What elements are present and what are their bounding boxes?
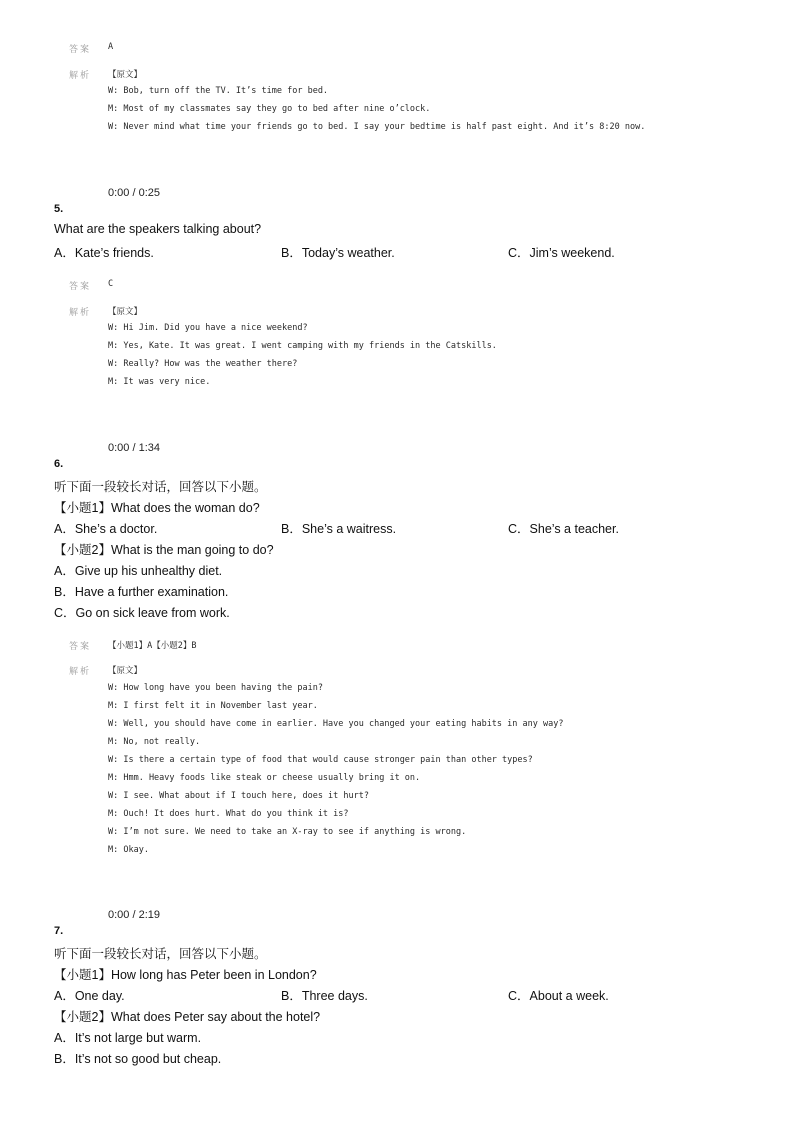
- option-a[interactable]: A．It’s not large but warm.: [54, 1031, 202, 1045]
- answer-value: A: [108, 42, 114, 52]
- option-b[interactable]: B．Three days.: [281, 989, 368, 1003]
- transcript-line: W: Bob, turn off the TV. It’s time for bed.: [108, 86, 329, 96]
- option-c[interactable]: C．She’s a teacher.: [508, 522, 619, 536]
- original-text-label: 【原文】: [108, 307, 143, 317]
- transcript-line: W: Well, you should have come in earlier. Have you changed your eating habits in any way?: [108, 719, 564, 729]
- question-intro: 听下面一段较长对话，回答以下小题。: [54, 947, 267, 961]
- answer-value: C: [108, 279, 114, 289]
- option-a[interactable]: A．One day.: [54, 989, 125, 1003]
- option-c[interactable]: C．About a week.: [508, 989, 609, 1003]
- transcript-line: M: Ouch! It does hurt. What do you think it is?: [108, 809, 349, 819]
- audio-time[interactable]: 0:00 / 0:25: [108, 187, 160, 199]
- question-number: 5.: [54, 203, 64, 215]
- analysis-label: 解析: [69, 667, 92, 677]
- question-text: What are the speakers talking about?: [54, 222, 262, 236]
- transcript-line: W: I see. What about if I touch here, does it hurt?: [108, 791, 369, 801]
- transcript-line: M: It was very nice.: [108, 377, 211, 387]
- option-a[interactable]: A．She’s a doctor.: [54, 522, 158, 536]
- sub-question-2: 【小题2】What is the man going to do?: [54, 543, 274, 557]
- option-a[interactable]: A．Give up his unhealthy diet.: [54, 564, 223, 578]
- transcript-line: M: Hmm. Heavy foods like steak or cheese usually bring it on.: [108, 773, 421, 783]
- transcript-line: W: Hi Jim. Did you have a nice weekend?: [108, 323, 308, 333]
- option-b[interactable]: B．Today’s weather.: [281, 246, 395, 260]
- transcript-line: M: Yes, Kate. It was great. I went camping with my friends in the Catskills.: [108, 341, 497, 351]
- option-a[interactable]: A．Kate’s friends.: [54, 246, 154, 260]
- question-intro: 听下面一段较长对话，回答以下小题。: [54, 480, 267, 494]
- transcript-line: M: Okay.: [108, 845, 149, 855]
- answer-label: 答案: [69, 642, 92, 652]
- analysis-label: 解析: [69, 71, 92, 81]
- answer-label: 答案: [69, 282, 92, 292]
- transcript-line: W: Never mind what time your friends go to bed. I say your bedtime is half past eight. And it’s 8:20 now.: [108, 122, 646, 132]
- option-b[interactable]: B．It’s not so good but cheap.: [54, 1052, 222, 1066]
- transcript-line: W: I’m not sure. We need to take an X-ray to see if anything is wrong.: [108, 827, 467, 837]
- answer-label: 答案: [69, 45, 92, 55]
- transcript-line: M: I first felt it in November last year.: [108, 701, 318, 711]
- transcript-line: M: Most of my classmates say they go to bed after nine o’clock.: [108, 104, 431, 114]
- sub-question-1: 【小题1】How long has Peter been in London?: [54, 968, 317, 982]
- option-c[interactable]: C．Go on sick leave from work.: [54, 606, 230, 620]
- question-number: 7.: [54, 925, 64, 937]
- analysis-label: 解析: [69, 308, 92, 318]
- question-number: 6.: [54, 458, 64, 470]
- transcript-line: W: How long have you been having the pain?: [108, 683, 323, 693]
- transcript-line: W: Really? How was the weather there?: [108, 359, 298, 369]
- transcript-line: W: Is there a certain type of food that would cause stronger pain than other types?: [108, 755, 533, 765]
- original-text-label: 【原文】: [108, 666, 143, 676]
- audio-time[interactable]: 0:00 / 1:34: [108, 442, 160, 454]
- sub-question-2: 【小题2】What does Peter say about the hotel?: [54, 1010, 321, 1024]
- audio-time[interactable]: 0:00 / 2:19: [108, 909, 160, 921]
- sub-question-1: 【小题1】What does the woman do?: [54, 501, 260, 515]
- transcript-line: M: No, not really.: [108, 737, 201, 747]
- option-b[interactable]: B．Have a further examination.: [54, 585, 229, 599]
- original-text-label: 【原文】: [108, 70, 143, 80]
- answer-value: 【小题1】A【小题2】B: [108, 641, 197, 651]
- option-c[interactable]: C．Jim’s weekend.: [508, 246, 615, 260]
- option-b[interactable]: B．She’s a waitress.: [281, 522, 397, 536]
